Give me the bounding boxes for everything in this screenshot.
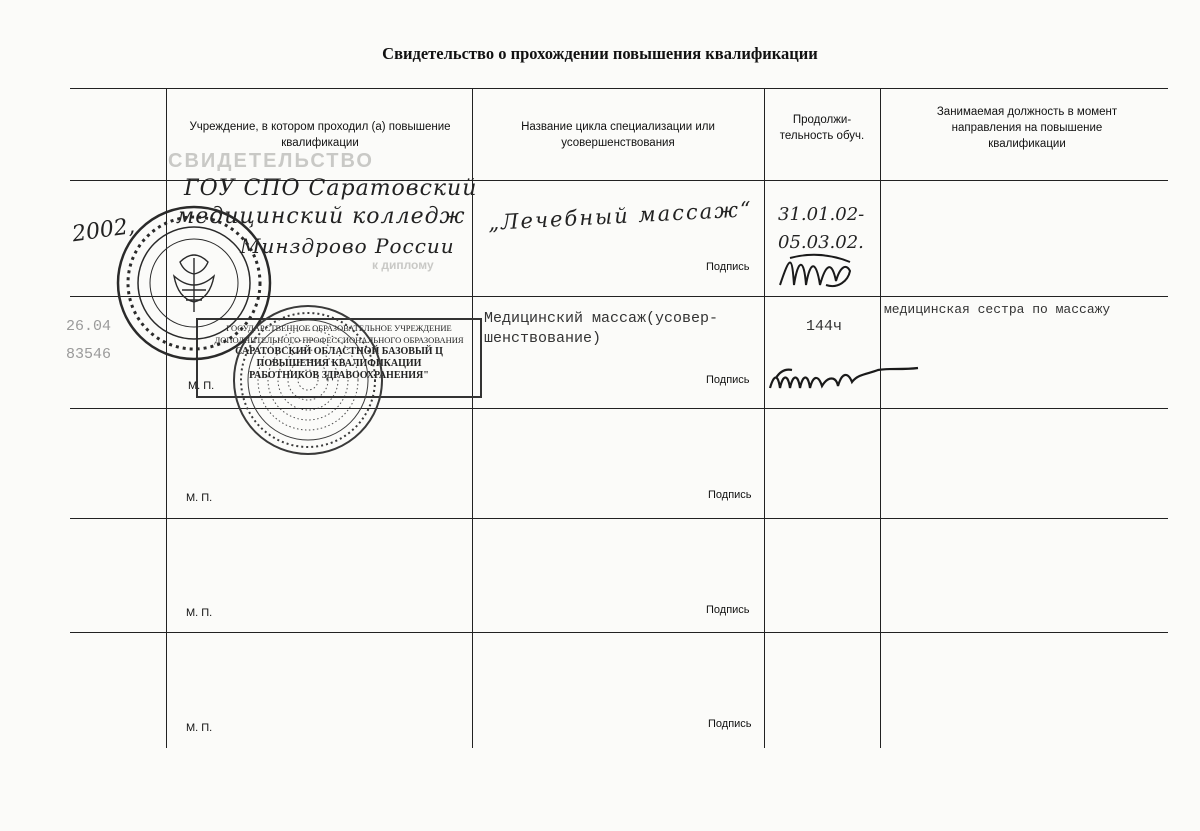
row1-signature-label: Подпись bbox=[706, 261, 750, 273]
institution-rectangular-stamp bbox=[196, 318, 482, 398]
row2-date-fragment: 26.04 bbox=[66, 318, 112, 335]
row5-signature-label: Подпись bbox=[708, 718, 752, 730]
row-line-2 bbox=[70, 296, 1168, 297]
row4-mp-label: М. П. bbox=[186, 607, 213, 619]
row-line-3 bbox=[70, 408, 1168, 409]
page-title: Свидетельство о прохождении повышения квалификации bbox=[382, 44, 818, 63]
header-duration: Продолжи- тельность обуч. bbox=[779, 114, 865, 142]
row2-number-fragment: 83546 bbox=[66, 346, 112, 363]
bleed-through-title: СВИДЕТЕЛЬСТВО bbox=[168, 150, 374, 172]
row2-hours: 144ч bbox=[806, 318, 843, 335]
signature-row1 bbox=[780, 255, 850, 286]
table-top-line bbox=[70, 88, 1168, 89]
row1-institution-line1: ГОУ СПО Саратовский bbox=[184, 176, 478, 201]
row1-institution-line2: медицинский колледж bbox=[176, 204, 466, 229]
header-cycle: Название цикла специализации или усовершенствования bbox=[521, 121, 715, 149]
bleed-through-text: к диплому bbox=[372, 258, 434, 272]
col-line-1 bbox=[166, 88, 167, 748]
row1-cycle: „Лечебный массаж“ bbox=[487, 197, 754, 235]
row2-signature-label: Подпись bbox=[706, 374, 750, 386]
row1-dates-line2: 05.03.02. bbox=[778, 232, 864, 253]
col-line-3 bbox=[764, 88, 765, 748]
row3-signature-label: Подпись bbox=[708, 489, 752, 501]
row4-signature-label: Подпись bbox=[706, 604, 750, 616]
row-line-5 bbox=[70, 632, 1168, 633]
stamp-line-3: САРАТОВСКИЙ ОБЛАСТНОЙ БАЗОВЫЙ Ц bbox=[235, 346, 443, 357]
row1-dates-line1: 31.01.02- bbox=[778, 204, 865, 225]
stamp-line-5: РАБОТНИКОВ ЗДРАВООХРАНЕНИЯ" bbox=[249, 370, 429, 381]
header-institution: Учреждение, в котором проходил (а) повышение квалификации bbox=[189, 121, 451, 149]
stamp-line-4: ПОВЫШЕНИЯ КВАЛИФИКАЦИИ bbox=[256, 358, 422, 369]
row3-mp-label: М. П. bbox=[186, 492, 213, 504]
row1-institution-line3: Минздрово России bbox=[240, 234, 455, 258]
row2-cycle-line2: шенствование) bbox=[484, 330, 602, 347]
col-line-4 bbox=[880, 88, 881, 748]
signature-row2 bbox=[770, 368, 918, 388]
stamp-line-1: ГОСУДАРСТВЕННОЕ ОБРАЗОВАТЕЛЬНОЕ УЧРЕЖДЕНИЕ bbox=[226, 323, 452, 333]
row2-cycle-line1: Медицинский массаж(усовер- bbox=[484, 310, 719, 327]
row5-mp-label: М. П. bbox=[186, 722, 213, 734]
row2-mp-label: М. П. bbox=[188, 380, 215, 392]
header-position: Занимаемая должность в момент направления на повышение квалификации bbox=[936, 106, 1118, 150]
stamp-line-2: ДОПОЛНИТЕЛЬНОГО ПРОФЕССИОНАЛЬНОГО ОБРАЗОВАНИЯ bbox=[214, 335, 464, 345]
row1-year: 2002, bbox=[70, 213, 137, 248]
row2-position: медицинская сестра по массажу bbox=[884, 302, 1111, 317]
row-line-4 bbox=[70, 518, 1168, 519]
